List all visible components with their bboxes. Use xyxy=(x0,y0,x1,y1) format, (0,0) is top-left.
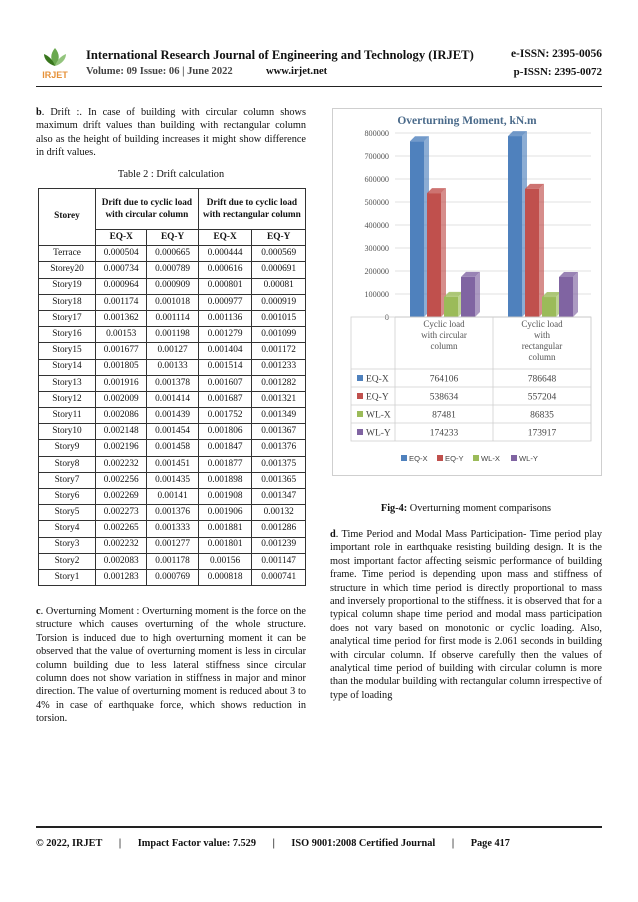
storey-header: Storey xyxy=(39,189,96,246)
page-header xyxy=(36,44,602,84)
storey-cell: Story5 xyxy=(39,505,96,521)
iso-certification: ISO 9001:2008 Certified Journal xyxy=(291,838,436,849)
overturning-chart xyxy=(332,108,602,476)
drift-value-cell: 0.001435 xyxy=(147,472,198,488)
table-row xyxy=(39,246,306,262)
table-row xyxy=(39,489,306,505)
overturning-paragraph xyxy=(36,605,306,726)
logo-text: IRJET xyxy=(42,70,68,80)
legend-label: WL-Y xyxy=(519,454,538,463)
data-value-label: 764106 xyxy=(429,374,459,385)
bar-eq-x xyxy=(410,141,424,317)
table-row xyxy=(39,505,306,521)
legend-swatch-eq-x xyxy=(401,455,407,461)
y-tick-label: 100000 xyxy=(364,290,389,299)
drift-value-cell: 0.00156 xyxy=(198,553,252,569)
category-label xyxy=(521,319,563,362)
drift-value-cell: 0.000769 xyxy=(147,569,198,585)
drift-value-cell: 0.002232 xyxy=(96,537,147,553)
figure-caption xyxy=(330,502,602,515)
drift-value-cell: 0.000504 xyxy=(96,246,147,262)
drift-value-cell: 0.001451 xyxy=(147,456,198,472)
series-key-wl-x xyxy=(357,411,363,417)
table-row xyxy=(39,359,306,375)
drift-value-cell: 0.001906 xyxy=(198,505,252,521)
drift-value-cell: 0.001458 xyxy=(147,440,198,456)
table-row xyxy=(39,391,306,407)
storey-cell: Storey20 xyxy=(39,262,96,278)
legend-label: WL-X xyxy=(481,454,500,463)
irjet-logo xyxy=(36,44,74,82)
series-key-eq-y xyxy=(357,393,363,399)
overturning-text: . Overturning Moment : Overturning moment is the force on the structure which causes overturning of the whole structure. Torsion is induced due to high overturning moment it can be observed that the value of overturning moment is less in circular column building due to less lateral stiffness since circular column does not show variation in stiffness in major and minor direction. The value of overturning moment is reduced about 3 to 4% in case of earthquake force, which shows reduction in torsion. xyxy=(36,606,306,725)
legend-swatch-eq-y xyxy=(437,455,443,461)
time-period-label: d xyxy=(330,529,336,540)
table-row xyxy=(39,472,306,488)
drift-value-cell: 0.001174 xyxy=(96,294,147,310)
table-row xyxy=(39,521,306,537)
storey-cell: Story11 xyxy=(39,408,96,424)
drift-value-cell: 0.002265 xyxy=(96,521,147,537)
website: www.irjet.net xyxy=(266,66,328,77)
drift-value-cell: 0.000616 xyxy=(198,262,252,278)
drift-value-cell: 0.001404 xyxy=(198,343,252,359)
storey-cell: Story16 xyxy=(39,327,96,343)
category-label-line: with circular xyxy=(421,330,467,340)
drift-value-cell: 0.000734 xyxy=(96,262,147,278)
subheader-eqy-circ: EQ-Y xyxy=(147,230,198,246)
data-value-label: 86835 xyxy=(530,410,554,421)
drift-value-cell: 0.000665 xyxy=(147,246,198,262)
drift-value-cell: 0.000964 xyxy=(96,278,147,294)
drift-value-cell: 0.000818 xyxy=(198,569,252,585)
drift-value-cell: 0.001239 xyxy=(252,537,306,553)
storey-cell: Story1 xyxy=(39,569,96,585)
journal-title: International Research Journal of Engineering and Technology (IRJET) xyxy=(86,48,474,62)
category-label-line: column xyxy=(528,352,556,362)
drift-value-cell: 0.001233 xyxy=(252,359,306,375)
y-tick-label: 700000 xyxy=(364,152,389,161)
bar-wl-x xyxy=(542,297,556,317)
series-key-eq-x xyxy=(357,375,363,381)
page-number: Page 417 xyxy=(470,838,510,849)
legend-swatch-wl-y xyxy=(511,455,517,461)
drift-value-cell: 0.002086 xyxy=(96,408,147,424)
drift-value-cell: 0.001439 xyxy=(147,408,198,424)
storey-cell: Story10 xyxy=(39,424,96,440)
drift-value-cell: 0.001898 xyxy=(198,472,252,488)
category-label-line: rectangular xyxy=(521,341,563,351)
bar-eq-x xyxy=(508,136,522,317)
footer-sep-2: | xyxy=(272,838,275,849)
data-value-label: 557204 xyxy=(527,392,557,403)
circular-group-header: Drift due to cyclic load with circular column xyxy=(96,189,199,230)
overturning-label: c xyxy=(36,606,41,617)
drift-value-cell: 0.001752 xyxy=(198,408,252,424)
bar-side-wl-y xyxy=(573,272,578,317)
drift-value-cell: 0.002269 xyxy=(96,489,147,505)
table-row xyxy=(39,375,306,391)
drift-value-cell: 0.001805 xyxy=(96,359,147,375)
drift-value-cell: 0.000691 xyxy=(252,262,306,278)
drift-value-cell: 0.001286 xyxy=(252,521,306,537)
storey-cell: Story12 xyxy=(39,391,96,407)
drift-text: . Drift :. In case of building with circular column shows maximum drift values than building with rectangular column also as the height of building increases it might show difference in drift values. xyxy=(36,107,306,159)
y-tick-label: 0 xyxy=(384,313,389,322)
chart-title: Overturning Moment, kN.m xyxy=(397,115,537,127)
time-period-text: . Time Period and Modal Mass Participation- Time period play important role in earthquake resisting building design. It is the most important factor affecting seismic performance of building frame. Time period is depending upon mass and stiffness of structure in which time period is directly proportional to mass and inversely proportional to the stiffness. it is observed that for a typical column shape time period and modal mass participation does not vary based on monotonic or cyclic loading. Also, analytical time period for first mode is 2.061 seconds in building with circular column. If observe carefully then the values of analytical time period of building with circular column is more than the modular building with rectangular column irrespective of type of loading xyxy=(330,529,602,701)
drift-value-cell: 0.001877 xyxy=(198,456,252,472)
header-rule xyxy=(36,86,602,87)
bar-eq-y xyxy=(427,193,441,317)
table-row xyxy=(39,343,306,359)
drift-table xyxy=(38,188,306,586)
drift-value-cell: 0.001347 xyxy=(252,489,306,505)
drift-value-cell: 0.002083 xyxy=(96,553,147,569)
drift-value-cell: 0.001454 xyxy=(147,424,198,440)
storey-cell: Story14 xyxy=(39,359,96,375)
storey-cell: Story13 xyxy=(39,375,96,391)
drift-value-cell: 0.001677 xyxy=(96,343,147,359)
drift-value-cell: 0.000919 xyxy=(252,294,306,310)
drift-value-cell: 0.001279 xyxy=(198,327,252,343)
drift-value-cell: 0.000569 xyxy=(252,246,306,262)
table-row xyxy=(39,262,306,278)
drift-value-cell: 0.00127 xyxy=(147,343,198,359)
y-tick-label: 600000 xyxy=(364,175,389,184)
category-label-line: Cyclic load xyxy=(521,319,563,329)
storey-cell: Terrace xyxy=(39,246,96,262)
drift-value-cell: 0.001916 xyxy=(96,375,147,391)
page-footer xyxy=(36,838,602,849)
figure-label: Fig-4: xyxy=(380,503,408,514)
drift-value-cell: 0.001015 xyxy=(252,310,306,326)
legend-label: EQ-X xyxy=(409,454,428,463)
table-row xyxy=(39,553,306,569)
table-row xyxy=(39,294,306,310)
drift-value-cell: 0.001607 xyxy=(198,375,252,391)
drift-value-cell: 0.002273 xyxy=(96,505,147,521)
drift-value-cell: 0.002256 xyxy=(96,472,147,488)
data-value-label: 174233 xyxy=(429,428,459,439)
drift-label: b xyxy=(36,107,42,118)
series-name: EQ-X xyxy=(366,374,389,385)
drift-value-cell: 0.000444 xyxy=(198,246,252,262)
drift-table-body xyxy=(39,246,306,586)
drift-value-cell: 0.00153 xyxy=(96,327,147,343)
drift-value-cell: 0.001806 xyxy=(198,424,252,440)
storey-cell: Story3 xyxy=(39,537,96,553)
y-tick-label: 300000 xyxy=(364,244,389,253)
table-row xyxy=(39,310,306,326)
drift-value-cell: 0.000789 xyxy=(147,262,198,278)
storey-cell: Story15 xyxy=(39,343,96,359)
y-tick-label: 800000 xyxy=(364,129,389,138)
series-name: EQ-Y xyxy=(366,392,389,403)
storey-cell: Story17 xyxy=(39,310,96,326)
storey-cell: Story4 xyxy=(39,521,96,537)
rectangular-group-header: Drift due to cyclic load with rectangular column xyxy=(198,189,305,230)
footer-rule xyxy=(36,826,602,828)
bar-wl-y xyxy=(559,277,573,317)
drift-value-cell: 0.001376 xyxy=(147,505,198,521)
drift-value-cell: 0.001687 xyxy=(198,391,252,407)
table-row xyxy=(39,408,306,424)
legend-label: EQ-Y xyxy=(445,454,464,463)
drift-value-cell: 0.002196 xyxy=(96,440,147,456)
storey-cell: Story7 xyxy=(39,472,96,488)
storey-cell: Story18 xyxy=(39,294,96,310)
impact-factor: Impact Factor value: 7.529 xyxy=(137,838,256,849)
footer-sep-1: | xyxy=(118,838,122,849)
drift-value-cell: 0.002009 xyxy=(96,391,147,407)
drift-value-cell: 0.00141 xyxy=(147,489,198,505)
drift-value-cell: 0.001847 xyxy=(198,440,252,456)
drift-value-cell: 0.001136 xyxy=(198,310,252,326)
drift-value-cell: 0.001178 xyxy=(147,553,198,569)
drift-value-cell: 0.001198 xyxy=(147,327,198,343)
data-value-label: 173917 xyxy=(527,428,557,439)
drift-value-cell: 0.001908 xyxy=(198,489,252,505)
drift-value-cell: 0.001349 xyxy=(252,408,306,424)
data-value-label: 538634 xyxy=(429,392,459,403)
drift-value-cell: 0.001378 xyxy=(147,375,198,391)
series-name: WL-X xyxy=(366,410,391,421)
table-row xyxy=(39,456,306,472)
legend-swatch-wl-x xyxy=(473,455,479,461)
drift-value-cell: 0.002232 xyxy=(96,456,147,472)
drift-value-cell: 0.002148 xyxy=(96,424,147,440)
drift-table-wrap xyxy=(36,188,306,586)
drift-value-cell: 0.001376 xyxy=(252,440,306,456)
drift-value-cell: 0.001277 xyxy=(147,537,198,553)
category-label-line: Cyclic load xyxy=(423,319,465,329)
subheader-eqx-circ: EQ-X xyxy=(96,230,147,246)
pissn: p-ISSN: 2395-0072 xyxy=(513,66,602,78)
copyright: © 2022, IRJET xyxy=(36,838,103,849)
time-period-paragraph xyxy=(330,528,602,702)
table-row xyxy=(39,440,306,456)
storey-cell: Story9 xyxy=(39,440,96,456)
category-label xyxy=(421,319,467,351)
y-tick-label: 500000 xyxy=(364,198,389,207)
y-tick-label: 200000 xyxy=(364,267,389,276)
table-row xyxy=(39,278,306,294)
table-row xyxy=(39,327,306,343)
drift-value-cell: 0.001321 xyxy=(252,391,306,407)
bar-wl-y xyxy=(461,277,475,317)
drift-value-cell: 0.001147 xyxy=(252,553,306,569)
drift-value-cell: 0.001362 xyxy=(96,310,147,326)
drift-value-cell: 0.000741 xyxy=(252,569,306,585)
series-name: WL-Y xyxy=(366,428,391,439)
drift-value-cell: 0.001375 xyxy=(252,456,306,472)
drift-value-cell: 0.001283 xyxy=(96,569,147,585)
storey-cell: Story19 xyxy=(39,278,96,294)
drift-value-cell: 0.000801 xyxy=(198,278,252,294)
drift-value-cell: 0.001414 xyxy=(147,391,198,407)
series-key-wl-y xyxy=(357,429,363,435)
eissn: e-ISSN: 2395-0056 xyxy=(510,48,602,60)
category-label-line: with xyxy=(533,330,551,340)
table-row xyxy=(39,537,306,553)
drift-value-cell: 0.001881 xyxy=(198,521,252,537)
drift-value-cell: 0.001114 xyxy=(147,310,198,326)
drift-value-cell: 0.001018 xyxy=(147,294,198,310)
drift-value-cell: 0.001333 xyxy=(147,521,198,537)
category-label-line: column xyxy=(430,341,458,351)
drift-value-cell: 0.001367 xyxy=(252,424,306,440)
drift-value-cell: 0.00132 xyxy=(252,505,306,521)
table-row xyxy=(39,424,306,440)
drift-paragraph xyxy=(36,106,306,160)
bar-eq-y xyxy=(525,189,539,317)
chart-svg xyxy=(333,109,601,475)
drift-value-cell: 0.000977 xyxy=(198,294,252,310)
drift-value-cell: 0.001365 xyxy=(252,472,306,488)
bar-side-wl-y xyxy=(475,272,480,317)
drift-value-cell: 0.001099 xyxy=(252,327,306,343)
y-tick-label: 400000 xyxy=(364,221,389,230)
subheader-eqx-rect: EQ-X xyxy=(198,230,252,246)
drift-value-cell: 0.001514 xyxy=(198,359,252,375)
drift-value-cell: 0.001282 xyxy=(252,375,306,391)
storey-cell: Story2 xyxy=(39,553,96,569)
subheader-eqy-rect: EQ-Y xyxy=(252,230,306,246)
figure-caption-text: Overturning moment comparisons xyxy=(407,503,552,514)
storey-cell: Story6 xyxy=(39,489,96,505)
drift-value-cell: 0.00133 xyxy=(147,359,198,375)
data-value-label: 786648 xyxy=(527,374,557,385)
drift-value-cell: 0.001172 xyxy=(252,343,306,359)
drift-value-cell: 0.000909 xyxy=(147,278,198,294)
footer-sep-3: | xyxy=(451,838,455,849)
bar-wl-x xyxy=(444,297,458,317)
table-caption: Table 2 : Drift calculation xyxy=(117,169,225,180)
volume-issue: Volume: 09 Issue: 06 | June 2022 xyxy=(86,66,233,77)
table-row xyxy=(39,569,306,585)
drift-value-cell: 0.00081 xyxy=(252,278,306,294)
drift-value-cell: 0.001801 xyxy=(198,537,252,553)
data-value-label: 87481 xyxy=(432,410,456,421)
storey-cell: Story8 xyxy=(39,456,96,472)
